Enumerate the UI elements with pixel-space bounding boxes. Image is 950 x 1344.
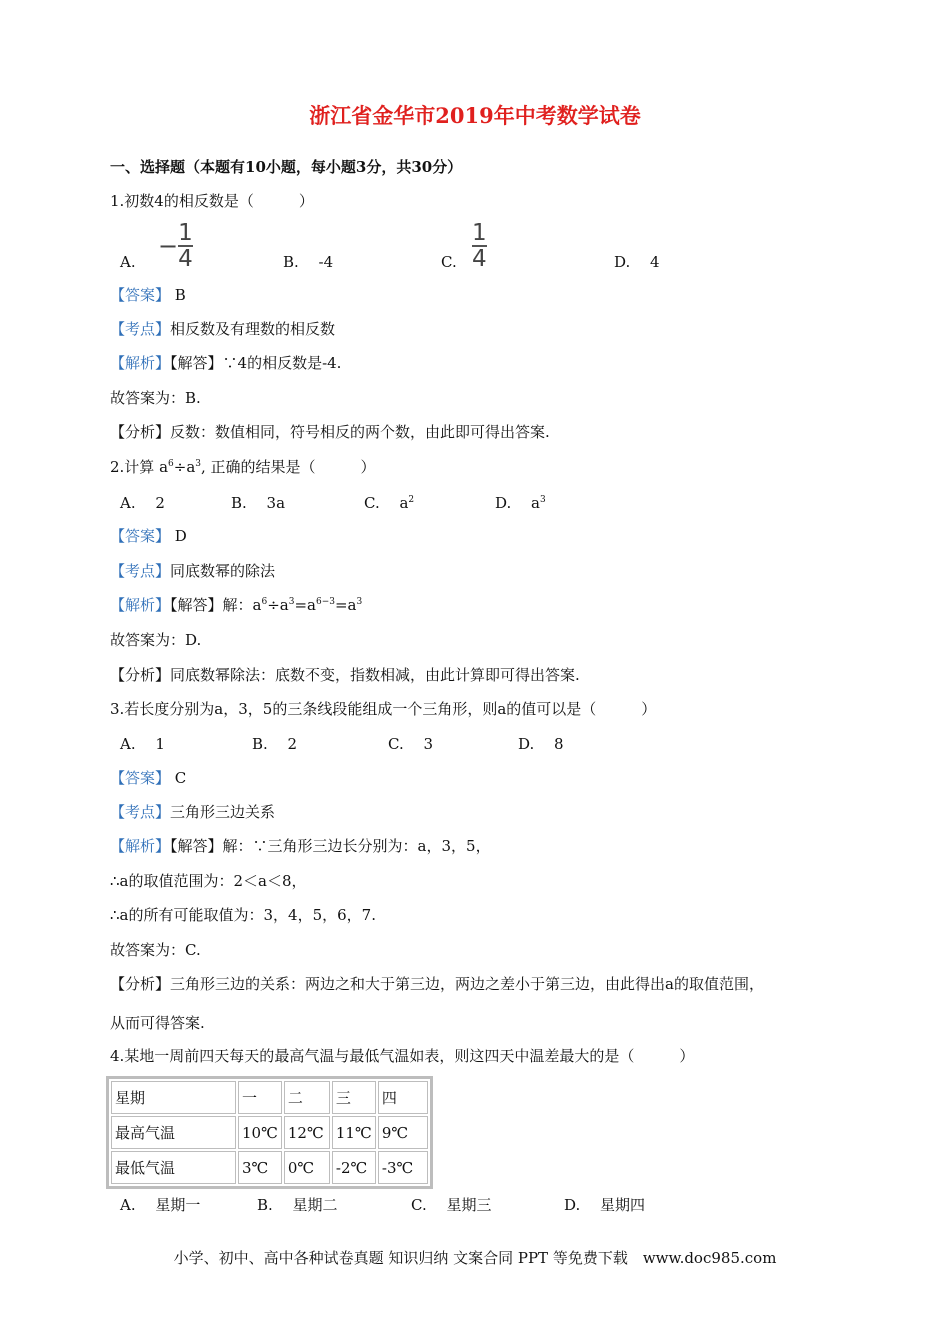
answer-tag: 【答案】 [110,286,171,304]
q1-option-c-value [472,222,487,270]
table-cell: 11℃ [332,1116,376,1149]
q4-option-c: C. 星期三 [411,1196,492,1214]
q3-option-a: A. 1 [120,735,165,753]
jieda-tag: 【解答】 [170,354,223,372]
q1-analysis [110,353,341,373]
jieda-tag: 【解答】 [170,596,223,614]
q1-fenxi-value: 反数：数值相同，符号相反的两个数，由此即可得出答案. [170,423,550,441]
table-cell: -3℃ [378,1151,428,1184]
q3-fenxi-continued: 从而可得答案. [110,1014,205,1032]
table-cell: 0℃ [284,1151,330,1184]
analysis-tag: 【解析】 [110,596,171,614]
analysis-tag: 【解析】 [110,354,171,372]
q2-option-a: A. 2 [120,494,165,512]
q2-option-c [364,493,414,513]
point-tag: 【考点】 [110,803,171,821]
q3-fenxi [110,974,764,994]
q2-stem [110,457,376,477]
q3-analysis [110,836,491,856]
table-cell: 四 [378,1081,428,1114]
q2-option-c-base: C. a [364,494,409,512]
q3-range-line: ∴a的取值范围为：2＜a＜8， [110,872,307,890]
table-row [111,1081,428,1114]
q2-option-d-base: D. a [495,494,540,512]
q2-stem-part: 2.计算 a [110,458,169,476]
answer-tag: 【答案】 [110,527,171,545]
q2-solution-exp: 3 [288,597,295,607]
q2-option-d [495,493,546,513]
table-cell: 12℃ [284,1116,330,1149]
q3-point-value: 三角形三边关系 [170,803,276,821]
fenxi-tag: 【分析】 [110,975,171,993]
q2-option-d-exp: 3 [539,495,546,505]
q1-conclusion: 故答案为：B. [110,389,201,407]
answer-tag: 【答案】 [110,769,171,787]
q1-option-b: B. -4 [283,253,334,271]
q3-option-b: B. 2 [252,735,298,753]
q3-option-d: D. 8 [518,735,564,753]
q1-point-value: 相反数及有理数的相反数 [170,320,336,338]
q2-point-value: 同底数幂的除法 [170,562,276,580]
q1-option-c-denominator: 4 [472,246,487,272]
q2-stem-exp: 6 [168,459,174,469]
q2-stem-part: , 正确的结果是（ ） [201,458,376,476]
q4-option-a: A. 星期一 [120,1196,201,1214]
table-cell: 9℃ [378,1116,428,1149]
table-cell: -2℃ [332,1151,376,1184]
q1-analysis-value: ∵4的相反数是-4. [222,354,342,372]
q2-conclusion: 故答案为：D. [110,631,202,649]
table-cell: 3℃ [238,1151,282,1184]
analysis-tag: 【解析】 [110,837,171,855]
jieda-tag: 【解答】 [170,837,223,855]
table-cell: 星期 [111,1081,236,1114]
table-cell: 最低气温 [111,1151,236,1184]
q2-point [110,561,275,581]
q1-option-a-sign: − [158,232,179,260]
temperature-table [106,1076,433,1189]
q1-point [110,319,335,339]
q2-analysis [110,595,362,615]
q1-fenxi [110,422,550,442]
q2-answer-value: D [170,527,187,545]
point-tag: 【考点】 [110,562,171,580]
fenxi-tag: 【分析】 [110,666,171,684]
q3-answer-value: C [170,769,187,787]
q1-option-d: D. 4 [614,253,660,271]
q2-answer [110,526,187,546]
q3-answer [110,768,186,788]
q1-option-c-numerator: 1 [472,220,487,246]
q2-fenxi [110,665,580,685]
q2-solution-part: 解：a [222,596,262,614]
table-cell: 最高气温 [111,1116,236,1149]
q1-stem: 1.初数4的相反数是（ ） [110,192,314,210]
q2-option-b: B. 3a [231,494,286,512]
q2-stem-part: ÷a [173,458,196,476]
fenxi-tag: 【分析】 [110,423,171,441]
q3-fenxi-value: 三角形三边的关系：两边之和大于第三边，两边之差小于第三边，由此得出a的取值范围， [170,975,764,993]
q2-option-c-exp: 2 [408,495,415,505]
q1-option-c-fraction [472,222,487,270]
q2-solution-exp: 6−3 [315,597,335,607]
table-row [111,1116,428,1149]
table-row [111,1151,428,1184]
q4-option-d: D. 星期四 [564,1196,646,1214]
section-heading: 一、选择题（本题有10小题，每小题3分，共30分） [110,158,463,176]
q2-solution-part: ÷a [267,596,289,614]
q3-option-c: C. 3 [388,735,434,753]
q2-solution-exp: 6 [261,597,268,607]
q1-option-a-value [158,222,193,270]
q3-analysis-value: 解：∵三角形三边长分别为：a，3，5， [222,837,491,855]
table-cell: 二 [284,1081,330,1114]
q1-option-a-numerator: 1 [178,220,193,246]
q2-fenxi-value: 同底数幂除法：底数不变，指数相减，由此计算即可得出答案. [170,666,580,684]
q4-stem: 4.某地一周前四天每天的最高气温与最低气温如表，则这四天中温差最大的是（ ） [110,1047,695,1065]
q2-solution-part: =a [334,596,357,614]
q3-stem: 3.若长度分别为a，3，5的三条线段能组成一个三角形，则a的值可以是（ ） [110,700,657,718]
q1-answer [110,285,186,305]
q3-point [110,802,275,822]
q4-option-b: B. 星期二 [257,1196,338,1214]
q1-option-c-label: C. [441,253,457,271]
document-title: 浙江省金华市2019年中考数学试卷 [309,103,641,128]
q2-stem-exp: 3 [195,459,202,469]
page-footer: 小学、初中、高中各种试卷真题 知识归纳 文案合同 PPT 等免费下载 www.doc985.com [173,1249,777,1267]
q3-conclusion: 故答案为：C. [110,941,201,959]
q3-values-line: ∴a的所有可能取值为：3，4，5，6，7. [110,906,376,924]
q1-option-a-label: A. [120,253,136,271]
table-cell: 10℃ [238,1116,282,1149]
q1-option-a-fraction [178,222,193,270]
q2-solution-part: =a [294,596,316,614]
q2-solution-exp: 3 [356,597,363,607]
table-cell: 一 [238,1081,282,1114]
q1-option-a-denominator: 4 [178,246,193,272]
q1-answer-value: B [170,286,186,304]
point-tag: 【考点】 [110,320,171,338]
table-cell: 三 [332,1081,376,1114]
